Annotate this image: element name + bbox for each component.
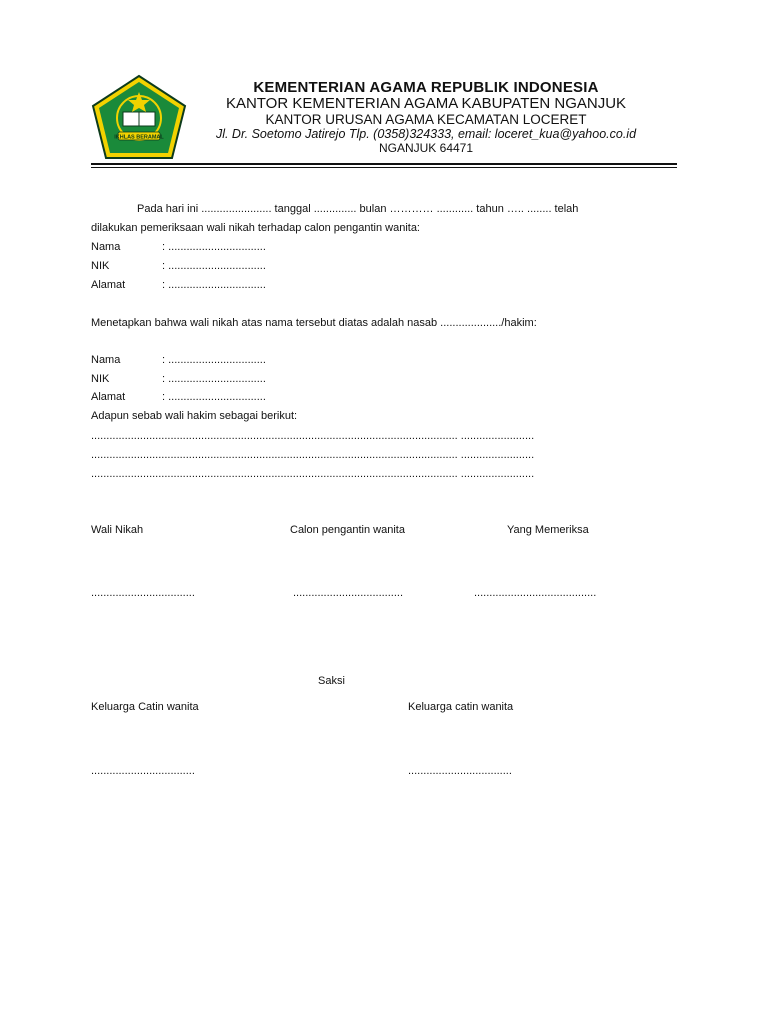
intro-line-1: Pada hari ini ....................... tanggal .............. bulan ………… ............ tahun ….. ........ telah <box>137 203 579 215</box>
sig-pemeriksa-line: ........................................ <box>474 587 597 599</box>
office-title: KANTOR KEMENTERIAN AGAMA KABUPATEN NGANJUK <box>225 95 627 112</box>
sig-wali-label: Wali Nikah <box>91 524 144 536</box>
saksi-right-line: .................................. <box>408 765 512 777</box>
field-a-alamat-value: : ................................ <box>162 279 266 291</box>
sig-wali-line: .................................. <box>91 587 195 599</box>
header-rule-thick <box>91 163 677 165</box>
field-b-nik-label: NIK <box>91 373 110 385</box>
header-rule-thin <box>91 167 677 168</box>
logo-text: IKHLAS BERAMAL <box>114 134 164 141</box>
address-line: Jl. Dr. Soetomo Jatirejo Tlp. (0358)324333, email: loceret_kua@yahoo.co.id <box>215 127 637 141</box>
reason-line-2: ........................................................................................................................ ........................ <box>91 449 535 461</box>
field-b-nama-label: Nama <box>91 354 121 366</box>
saksi-title: Saksi <box>318 675 345 687</box>
kemenag-logo <box>90 74 188 160</box>
saksi-left-label: Keluarga Catin wanita <box>91 701 199 713</box>
field-a-nama-value: : ................................ <box>162 241 266 253</box>
reason-line-1: ........................................................................................................................ ........................ <box>91 430 535 442</box>
saksi-right-label: Keluarga catin wanita <box>408 701 514 713</box>
field-a-nik-label: NIK <box>91 260 110 272</box>
field-a-nama-label: Nama <box>91 241 121 253</box>
reason-label: Adapun sebab wali hakim sebagai berikut: <box>91 410 298 422</box>
field-b-alamat-value: : ................................ <box>162 391 266 403</box>
sig-pemeriksa-label: Yang Memeriksa <box>507 524 589 536</box>
city-line: NGANJUK 64471 <box>378 141 474 155</box>
intro-line-2: dilakukan pemeriksaan wali nikah terhadap calon pengantin wanita: <box>91 222 420 234</box>
field-b-nama-value: : ................................ <box>162 354 266 366</box>
statement-line: Menetapkan bahwa wali nikah atas nama tersebut diatas adalah nasab ..................../hakim: <box>91 317 537 329</box>
field-b-nik-value: : ................................ <box>162 373 266 385</box>
ministry-title: KEMENTERIAN AGAMA REPUBLIK INDONESIA <box>253 79 599 96</box>
field-a-alamat-label: Alamat <box>91 279 126 291</box>
field-a-nik-value: : ................................ <box>162 260 266 272</box>
saksi-left-line: .................................. <box>91 765 195 777</box>
kua-title: KANTOR URUSAN AGAMA KECAMATAN LOCERET <box>265 112 587 127</box>
sig-catin-label: Calon pengantin wanita <box>290 524 405 536</box>
sig-catin-line: .................................... <box>293 587 404 599</box>
field-b-alamat-label: Alamat <box>91 391 126 403</box>
reason-line-3: ........................................................................................................................ ........................ <box>91 468 535 480</box>
